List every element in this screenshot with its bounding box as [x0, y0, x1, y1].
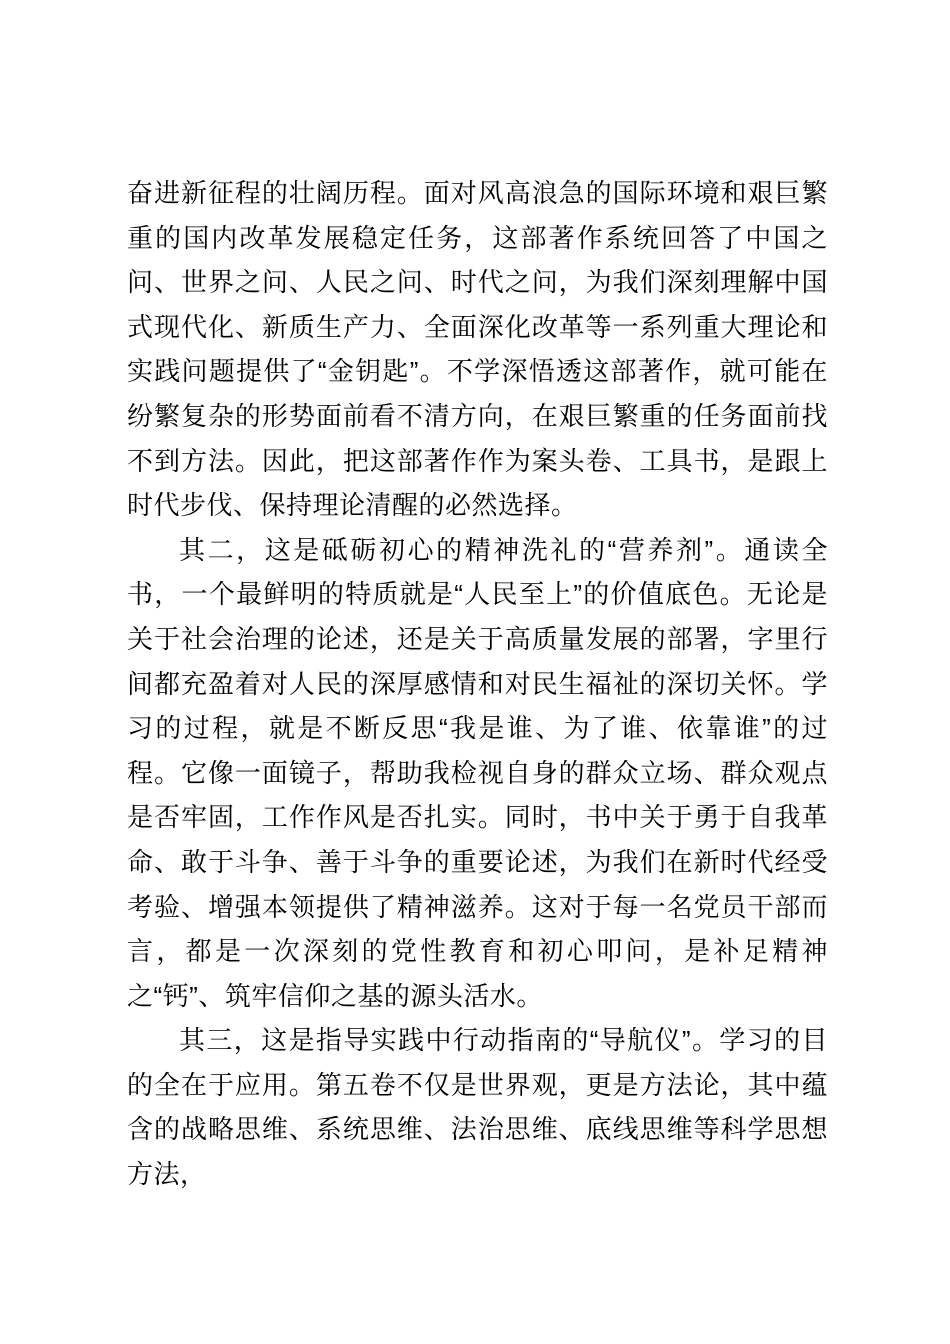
paragraph-continuation: 奋进新征程的壮阔历程。面对风高浪急的国际环境和艰巨繁重的国内改革发展稳定任务，这部著作系统回答了中国之问、世界之问、人民之问、时代之问，为我们深刻理解中国式现代化、新质生产力、全面深化改革等一系列重大理论和实践问题提供了“金钥匙”。不学深悟透这部著作，就可能在纷繁复杂的形势面前看不清方向，在艰巨繁重的任务面前找不到方法。因此，把这部著作作为案头卷、工具书，是跟上时代步伐、保持理论清醒的必然选择。 — [127, 178, 828, 521]
paragraph-third-point: 其三，这是指导实践中行动指南的“导航仪”。学习的目的全在于应用。第五卷不仅是世界观，更是方法论，其中蕴含的战略思维、系统思维、法治思维、底线思维等科学思想方法， — [127, 1025, 828, 1190]
paragraph-second-point: 其二，这是砥砺初心的精神洗礼的“营养剂”。通读全书，一个最鲜明的特质就是“人民至上”的价值底色。无论是关于社会治理的论述，还是关于高质量发展的部署，字里行间都充盈着对人民的深厚感情和对民生福祉的深切关怀。学习的过程，就是不断反思“我是谁、为了谁、依靠谁”的过程。它像一面镜子，帮助我检视自身的群众立场、群众观点是否牢固，工作作风是否扎实。同时，书中关于勇于自我革命、敢于斗争、善于斗争的重要论述，为我们在新时代经受考验、增强本领提供了精神滋养。这对于每一名党员干部而言，都是一次深刻的党性教育和初心叩问，是补足精神之“钙”、筑牢信仰之基的源头活水。 — [127, 534, 828, 1011]
document-text-body — [127, 171, 828, 1197]
